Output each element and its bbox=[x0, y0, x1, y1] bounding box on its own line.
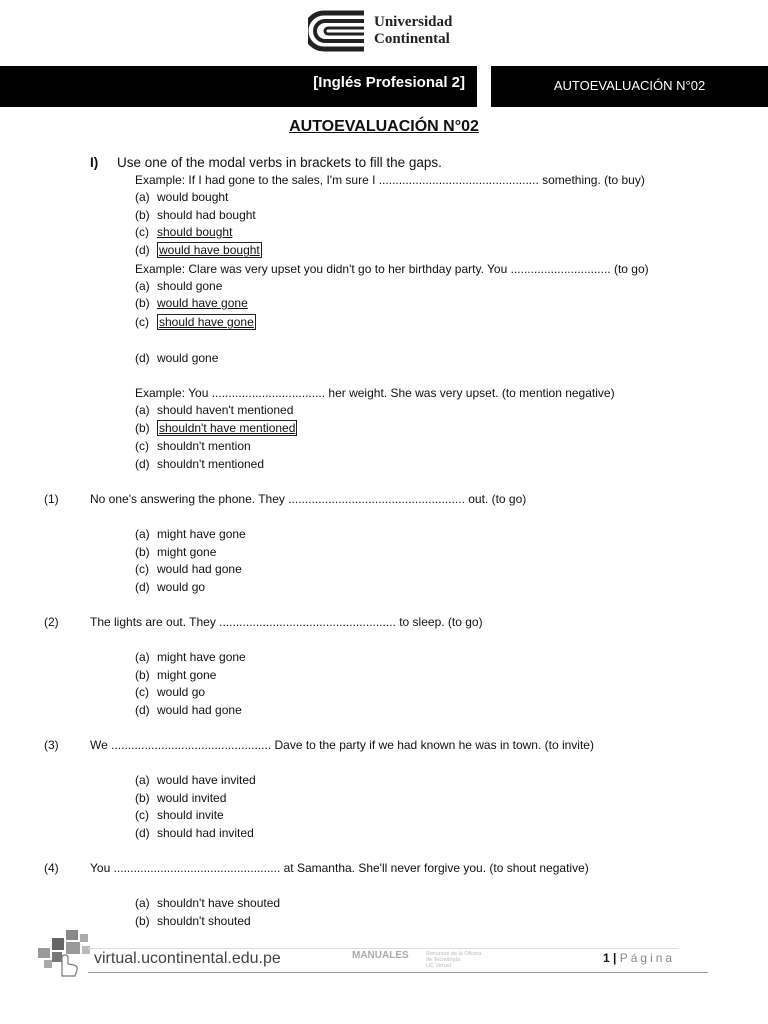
example-2-option-a bbox=[135, 278, 222, 294]
option-label: (a) bbox=[135, 773, 150, 787]
course-title: [Inglés Profesional 2] bbox=[313, 74, 465, 91]
logo-text bbox=[374, 14, 452, 48]
manuales-sub-1: Recursos de la Oficina bbox=[426, 951, 482, 957]
option-text: should gone bbox=[157, 279, 223, 293]
option-text: should invite bbox=[157, 808, 224, 822]
option-label: (c) bbox=[135, 562, 149, 576]
example-2-option-c bbox=[135, 314, 256, 330]
example-2-text: Example: Clare was very upset you didn't go to her birthday party. You .............................. (to go) bbox=[135, 262, 649, 276]
example-1-option-a bbox=[135, 189, 228, 205]
option-text: would have invited bbox=[157, 773, 256, 787]
question-3-option-b bbox=[135, 790, 226, 806]
footer-divider bbox=[88, 972, 708, 973]
manuales-sub-3: UC Virtual bbox=[426, 963, 451, 969]
manuales-sub-2: de Tecnología bbox=[426, 957, 461, 963]
page-number: 1 bbox=[603, 951, 610, 965]
question-3-option-d bbox=[135, 825, 254, 841]
question-4-number: (4) bbox=[44, 861, 59, 875]
option-label: (a) bbox=[135, 403, 150, 417]
option-text: would gone bbox=[157, 351, 219, 365]
question-3-option-a bbox=[135, 772, 256, 788]
option-text: should haven't mentioned bbox=[157, 403, 294, 417]
example-1-option-d bbox=[135, 242, 262, 258]
question-1-text: No one's answering the phone. They ..................................................... out. (to go) bbox=[90, 492, 527, 506]
virtual-campus-icon bbox=[36, 928, 92, 978]
section-banner bbox=[491, 66, 768, 107]
option-text: shouldn't shouted bbox=[157, 914, 251, 928]
option-label: (a) bbox=[135, 650, 150, 664]
university-logo bbox=[308, 10, 452, 52]
option-text: would go bbox=[157, 580, 206, 594]
footer-divider-top bbox=[88, 948, 678, 949]
option-label: (d) bbox=[135, 703, 150, 717]
option-label: (d) bbox=[135, 826, 150, 840]
option-text: might have gone bbox=[157, 650, 246, 664]
option-text: would go bbox=[157, 685, 206, 699]
option-text: might gone bbox=[157, 545, 217, 559]
option-label: (d) bbox=[135, 580, 150, 594]
option-label: (a) bbox=[135, 279, 150, 293]
example-1-text: Example: If I had gone to the sales, I'm sure I ................................................ something. (to buy) bbox=[135, 173, 645, 187]
question-3-text: We ................................................ Dave to the party if we had known he was in town. (to invite) bbox=[90, 738, 594, 752]
option-label: (b) bbox=[135, 208, 150, 222]
option-label: (b) bbox=[135, 914, 150, 928]
question-1-option-a bbox=[135, 526, 246, 542]
question-2-option-b bbox=[135, 667, 216, 683]
option-text: might have gone bbox=[157, 527, 246, 541]
option-text: should had bought bbox=[157, 208, 256, 222]
option-label: (b) bbox=[135, 545, 150, 559]
logo-line-2: Continental bbox=[374, 31, 450, 47]
correct-answer: should have gone bbox=[159, 315, 254, 329]
option-text: would invited bbox=[157, 791, 227, 805]
option-label: (d) bbox=[135, 457, 150, 471]
page-separator: | bbox=[613, 951, 617, 965]
option-text: shouldn't have shouted bbox=[157, 896, 281, 910]
option-label: (b) bbox=[135, 421, 150, 435]
footer-url: virtual.ucontinental.edu.pe bbox=[94, 950, 281, 967]
question-1-number: (1) bbox=[44, 492, 59, 506]
option-text: should had invited bbox=[157, 826, 254, 840]
example-2-option-d bbox=[135, 350, 218, 366]
question-4-option-a bbox=[135, 895, 280, 911]
example-3-option-a bbox=[135, 402, 293, 418]
option-text: might gone bbox=[157, 668, 217, 682]
option-text: should bought bbox=[157, 225, 233, 239]
example-1-option-b bbox=[135, 207, 256, 223]
section-title: AUTOEVALUACIÓN N°02 bbox=[553, 78, 706, 93]
university-logo-icon bbox=[308, 10, 366, 52]
option-label: (a) bbox=[135, 527, 150, 541]
manuales-title: MANUALES bbox=[352, 950, 409, 961]
option-label: (a) bbox=[135, 896, 150, 910]
example-3-text: Example: You .................................. her weight. She was very upset. (to mention negative) bbox=[135, 386, 615, 400]
page-word: Página bbox=[619, 951, 676, 965]
option-label: (b) bbox=[135, 791, 150, 805]
page-indicator bbox=[603, 951, 675, 965]
option-text: would bought bbox=[157, 190, 229, 204]
option-text: would had gone bbox=[157, 703, 242, 717]
question-3-option-c bbox=[135, 807, 224, 823]
option-text: shouldn't mentioned bbox=[157, 457, 265, 471]
option-label: (d) bbox=[135, 351, 150, 365]
option-text: would had gone bbox=[157, 562, 242, 576]
question-1-option-c bbox=[135, 561, 242, 577]
manuales-logo bbox=[352, 950, 482, 972]
question-2-option-a bbox=[135, 649, 246, 665]
option-label: (a) bbox=[135, 190, 150, 204]
correct-answer: shouldn't have mentioned bbox=[159, 421, 296, 435]
question-1-option-d bbox=[135, 579, 205, 595]
page-title: AUTOEVALUACIÓN N°02 bbox=[289, 118, 479, 135]
option-label: (c) bbox=[135, 439, 149, 453]
option-label: (c) bbox=[135, 315, 149, 329]
course-banner bbox=[0, 66, 477, 107]
question-4-text: You .................................................. at Samantha. She'll never forgive you. (to shout negative) bbox=[90, 861, 589, 875]
option-label: (c) bbox=[135, 225, 149, 239]
instruction-number: I) bbox=[90, 155, 99, 170]
example-3-option-b bbox=[135, 420, 297, 436]
option-text: shouldn't mention bbox=[157, 439, 251, 453]
question-2-option-c bbox=[135, 684, 205, 700]
question-2-text: The lights are out. They ..................................................... to sleep. (to go) bbox=[90, 615, 483, 629]
correct-answer: would have bought bbox=[159, 243, 260, 257]
instruction-text: Use one of the modal verbs in brackets to fill the gaps. bbox=[117, 155, 442, 170]
manuales-subtitle bbox=[426, 951, 481, 969]
option-text: would have gone bbox=[157, 296, 248, 310]
question-2-number: (2) bbox=[44, 615, 59, 629]
example-3-option-d bbox=[135, 456, 264, 472]
option-label: (c) bbox=[135, 808, 149, 822]
example-1-option-c bbox=[135, 224, 232, 240]
option-label: (d) bbox=[135, 243, 150, 257]
question-4-option-b bbox=[135, 913, 251, 929]
example-2-option-b bbox=[135, 295, 248, 311]
option-label: (b) bbox=[135, 296, 150, 310]
logo-line-1: Universidad bbox=[374, 14, 453, 30]
question-3-number: (3) bbox=[44, 738, 59, 752]
option-label: (b) bbox=[135, 668, 150, 682]
question-2-option-d bbox=[135, 702, 242, 718]
question-1-option-b bbox=[135, 544, 216, 560]
option-label: (c) bbox=[135, 685, 149, 699]
example-3-option-c bbox=[135, 438, 251, 454]
